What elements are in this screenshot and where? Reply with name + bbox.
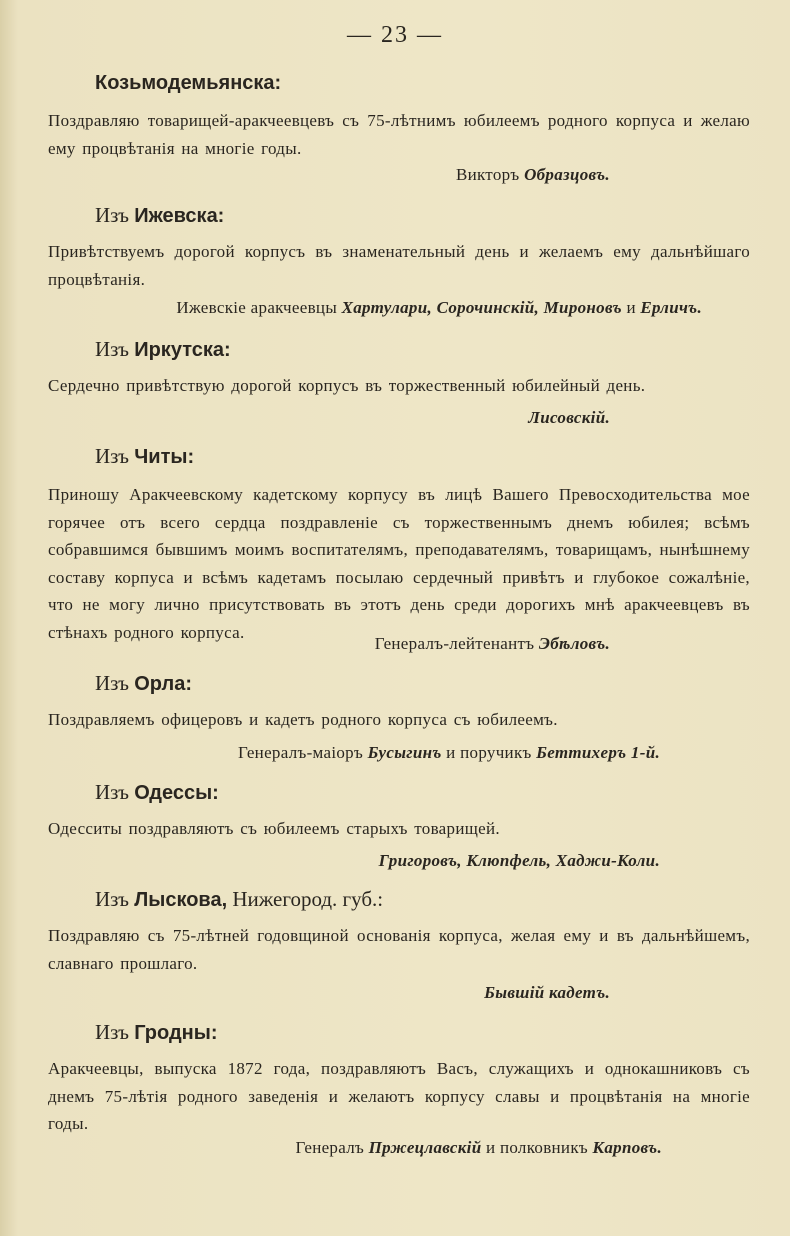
section-heading-lyskovo: Изъ Лыскова, Нижегород. губ.: xyxy=(95,887,384,911)
place-name: Читы: xyxy=(134,446,195,468)
place-name: Орла: xyxy=(134,673,192,695)
signature-text: Викторъ xyxy=(455,165,525,184)
signatory-name: Лисовскій. xyxy=(528,408,610,427)
section-heading-grodno: Изъ Гродны: xyxy=(95,1020,218,1044)
place-name: Иркутска: xyxy=(134,339,231,361)
telegram-text: Сердечно привѣтствую дорогой корпусъ въ торжественный юбилейный день. xyxy=(48,376,646,395)
signature-text: и поручикъ xyxy=(441,743,537,762)
signature xyxy=(456,165,610,185)
section-heading-kozmodemyansk xyxy=(95,70,281,95)
place-name: Гродны: xyxy=(134,1022,218,1044)
signature-text: Генералъ-маіоръ xyxy=(238,743,368,762)
telegram-text: Одесситы поздравляютъ съ юбилеемъ старыхъ товарищей. xyxy=(48,819,500,838)
page-number: — 23 — xyxy=(347,22,443,48)
telegram-text: Поздравляю съ 75-лѣтней годовщиной основанія корпуса, желая ему и въ дальнѣйшемъ, славнаго прошлаго. xyxy=(48,926,750,973)
section-heading-irkutsk: Изъ Иркутска: xyxy=(95,337,231,361)
telegram-text: Приношу Аракчеевскому кадетскому корпусу въ лицѣ Вашего Превосходительства мое горячее отъ всего сердца поздравленіе съ торжественнымъ днемъ юбилея; всѣмъ собравшимся бывшимъ моимъ воспитателямъ, преподавателямъ, товарищамъ, нынѣшнему составу корпуса и всѣмъ кадетамъ посылаю сердечный привѣтъ и глубокое сожалѣніе, что не могу лично присутствовать въ этотъ день среди дорогихъ мнѣ аракчеевцевъ въ стѣнахъ родного корпуса. xyxy=(48,485,750,642)
signatory-name: Эбѣловъ. xyxy=(538,634,610,653)
signature-text: и xyxy=(621,298,641,317)
telegram-text: Привѣтствуемъ дорогой корпусъ въ знаменательный день и желаемъ ему дальнѣйшаго процвѣтанія. xyxy=(48,242,750,289)
signatory-name: Карповъ. xyxy=(592,1138,662,1157)
signature-text: Генералъ xyxy=(295,1138,369,1157)
telegram-text: Поздравляемъ офицеровъ и кадетъ родного корпуса съ юбилеемъ. xyxy=(48,710,558,729)
signature xyxy=(484,983,610,1003)
place-name: Одессы: xyxy=(134,782,219,804)
signatory-name: Бывшій кадетъ. xyxy=(484,983,610,1002)
telegram-text: Аракчеевцы, выпуска 1872 года, поздравляютъ Васъ, служащихъ и однокашниковъ съ днемъ 75-лѣтія родного заведенія и желаютъ корпусу славы и процвѣтанія на многіе годы. xyxy=(48,1059,750,1133)
signatory-name: Беттихеръ 1-й. xyxy=(536,743,660,762)
signature-text: Генералъ-лейтенантъ xyxy=(374,634,539,653)
place-name: Ижевска: xyxy=(134,205,225,227)
signature-text: и полковникъ xyxy=(481,1138,593,1157)
section-heading-odessa: Изъ Одессы: xyxy=(95,780,219,804)
signature xyxy=(296,1138,662,1158)
section-heading-orel: Изъ Орла: xyxy=(95,671,192,695)
signatory-name: Ерличъ. xyxy=(640,298,702,317)
signatory-name: Хартулари, Сорочинскій, Мироновъ xyxy=(341,298,622,317)
section-heading-izhevsk: Изъ Ижевска: xyxy=(95,203,225,227)
signature xyxy=(528,408,610,428)
signatory-name: Григоровъ, Клюпфель, Хаджи-Коли. xyxy=(378,851,660,870)
signature xyxy=(176,298,702,318)
signature xyxy=(238,743,660,763)
section-heading-chita: Изъ Читы: xyxy=(95,444,195,468)
place-name: Лыскова, xyxy=(134,889,228,911)
signature-text: Ижевскіе аракчеевцы xyxy=(176,298,342,317)
telegram-text: Поздравляю товарищей-аракчеевцевъ съ 75-лѣтнимъ юбилеемъ родного корпуса и желаю ему процвѣтанія на многіе годы. xyxy=(48,111,750,158)
signature xyxy=(375,634,610,654)
signature xyxy=(379,851,660,871)
signatory-name: Образцовъ. xyxy=(524,165,610,184)
signatory-name: Бусыгинъ xyxy=(367,743,442,762)
signatory-name: Пржецлавскій xyxy=(368,1138,482,1157)
place-name: Козьмодемьянска: xyxy=(95,72,282,94)
